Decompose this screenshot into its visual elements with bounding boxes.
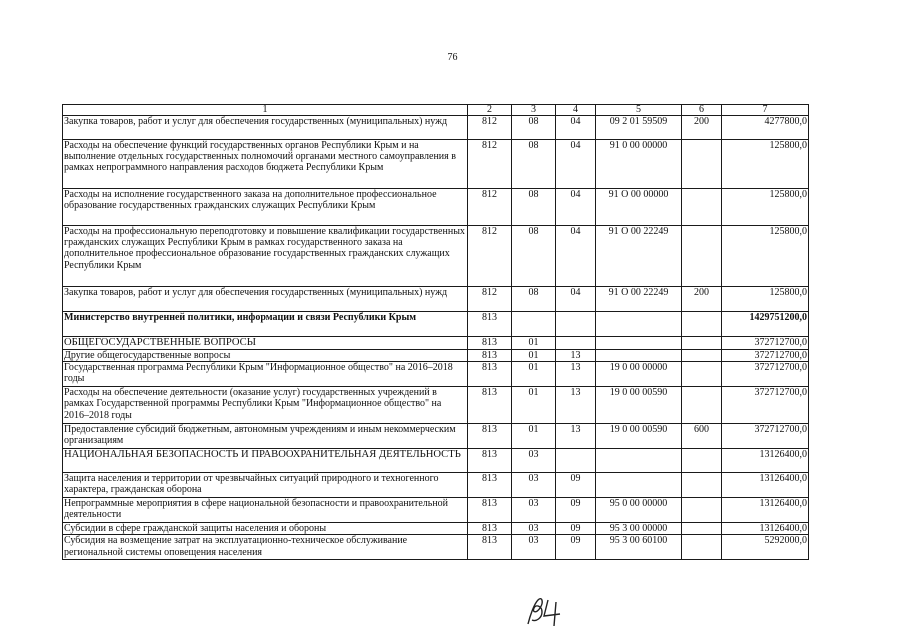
table-row (63, 535, 809, 560)
row-amount: 372712700,0 (722, 350, 809, 362)
row-section-code: 08 (512, 287, 556, 312)
row-amount: 125800,0 (722, 287, 809, 312)
row-section-code: 03 (512, 473, 556, 498)
row-expense-type: 200 (682, 116, 722, 140)
row-description: Субсидии в сфере гражданской защиты населения и обороны (63, 523, 468, 535)
page-number: 76 (447, 52, 458, 63)
row-section-code: 01 (512, 350, 556, 362)
column-header: 6 (682, 105, 722, 116)
row-subsection-code: 13 (556, 362, 596, 387)
row-description: Защита населения и территории от чрезвычайных ситуаций природного и техногенного характера, гражданская оборона (63, 473, 468, 498)
row-description: Закупка товаров, работ и услуг для обеспечения государственных (муниципальных) нужд (63, 287, 468, 312)
row-amount: 13126400,0 (722, 498, 809, 523)
row-description: Расходы на обеспечение деятельности (оказание услуг) государственных учреждений в рамках Государственной программы Республики Крым "Информационное общество" на 2016–2018 годы (63, 387, 468, 424)
row-department-code: 813 (468, 350, 512, 362)
row-description: ОБЩЕГОСУДАРСТВЕННЫЕ ВОПРОСЫ (63, 337, 468, 350)
row-subsection-code: 04 (556, 116, 596, 140)
row-expense-type (682, 226, 722, 287)
row-department-code: 813 (468, 523, 512, 535)
row-description: Расходы на обеспечение функций государственных органов Республики Крым и на выполнение отдельных государственных полномочий органами местного самоуправления в рамках непрограммного направления расходов бюджета Республики Крым (63, 140, 468, 189)
row-section-code: 03 (512, 498, 556, 523)
row-target-code: 95 0 00 00000 (596, 498, 682, 523)
row-target-code: 19 0 00 00590 (596, 424, 682, 449)
table-row (63, 287, 809, 312)
row-department-code: 813 (468, 498, 512, 523)
row-description: Расходы на профессиональную переподготовку и повышение квалификации государственных гражданских служащих Республики Крым в рамках государственного заказа на дополнительное профессиональное образование государственных гражданских служащих Республики Крым (63, 226, 468, 287)
column-header: 5 (596, 105, 682, 116)
row-subsection-code: 09 (556, 523, 596, 535)
table-row (63, 312, 809, 337)
row-description: Другие общегосударственные вопросы (63, 350, 468, 362)
row-amount: 372712700,0 (722, 362, 809, 387)
row-amount: 1429751200,0 (722, 312, 809, 337)
row-section-code: 08 (512, 140, 556, 189)
row-target-code (596, 350, 682, 362)
row-subsection-code (556, 312, 596, 337)
row-amount: 125800,0 (722, 189, 809, 226)
row-amount: 372712700,0 (722, 387, 809, 424)
row-description: Субсидия на возмещение затрат на эксплуатационно-техническое обслуживание региональной системы оповещения населения (63, 535, 468, 560)
row-description: Государственная программа Республики Крым "Информационное общество" на 2016–2018 годы (63, 362, 468, 387)
row-section-code (512, 312, 556, 337)
row-expense-type: 200 (682, 287, 722, 312)
column-header: 3 (512, 105, 556, 116)
row-expense-type (682, 535, 722, 560)
row-department-code: 813 (468, 362, 512, 387)
row-section-code: 01 (512, 362, 556, 387)
row-section-code: 08 (512, 226, 556, 287)
row-department-code: 813 (468, 312, 512, 337)
table-row (63, 116, 809, 140)
row-amount: 372712700,0 (722, 424, 809, 449)
row-subsection-code: 09 (556, 498, 596, 523)
table-row (63, 350, 809, 362)
column-header: 4 (556, 105, 596, 116)
row-section-code: 03 (512, 523, 556, 535)
row-expense-type (682, 387, 722, 424)
row-target-code (596, 312, 682, 337)
table-row (63, 473, 809, 498)
row-department-code: 813 (468, 387, 512, 424)
table-header-row (63, 105, 809, 116)
row-subsection-code: 04 (556, 140, 596, 189)
table-row (63, 226, 809, 287)
row-expense-type (682, 498, 722, 523)
row-description: Предоставление субсидий бюджетным, автономным учреждениям и иным некоммерческим организациям (63, 424, 468, 449)
row-subsection-code: 04 (556, 189, 596, 226)
row-amount: 372712700,0 (722, 337, 809, 350)
row-description: Закупка товаров, работ и услуг для обеспечения государственных (муниципальных) нужд (63, 116, 468, 140)
budget-table (62, 104, 809, 560)
row-subsection-code: 09 (556, 473, 596, 498)
row-target-code: 19 0 00 00590 (596, 387, 682, 424)
row-department-code: 813 (468, 337, 512, 350)
row-department-code: 813 (468, 535, 512, 560)
table-row (63, 523, 809, 535)
table-row (63, 449, 809, 473)
column-header: 2 (468, 105, 512, 116)
row-department-code: 812 (468, 116, 512, 140)
row-target-code: 91 О 00 22249 (596, 287, 682, 312)
row-department-code: 812 (468, 226, 512, 287)
row-target-code (596, 449, 682, 473)
row-section-code: 08 (512, 189, 556, 226)
row-expense-type: 600 (682, 424, 722, 449)
row-subsection-code: 13 (556, 424, 596, 449)
column-header: 7 (722, 105, 809, 116)
row-amount: 125800,0 (722, 226, 809, 287)
table-row (63, 337, 809, 350)
row-target-code: 91 О 00 22249 (596, 226, 682, 287)
row-expense-type (682, 473, 722, 498)
row-target-code: 19 0 00 00000 (596, 362, 682, 387)
row-department-code: 813 (468, 424, 512, 449)
row-expense-type (682, 350, 722, 362)
row-amount: 13126400,0 (722, 523, 809, 535)
row-expense-type (682, 362, 722, 387)
row-amount: 4277800,0 (722, 116, 809, 140)
row-subsection-code: 13 (556, 350, 596, 362)
row-target-code: 95 3 00 60100 (596, 535, 682, 560)
row-section-code: 03 (512, 449, 556, 473)
row-subsection-code: 13 (556, 387, 596, 424)
row-section-code: 01 (512, 337, 556, 350)
row-department-code: 812 (468, 140, 512, 189)
row-expense-type (682, 337, 722, 350)
table-row (63, 140, 809, 189)
row-expense-type (682, 312, 722, 337)
row-subsection-code: 04 (556, 287, 596, 312)
row-subsection-code: 04 (556, 226, 596, 287)
row-description: НАЦИОНАЛЬНАЯ БЕЗОПАСНОСТЬ И ПРАВООХРАНИТЕЛЬНАЯ ДЕЯТЕЛЬНОСТЬ (63, 449, 468, 473)
row-description: Министерство внутренней политики, информации и связи Республики Крым (63, 312, 468, 337)
row-expense-type (682, 523, 722, 535)
row-description: Расходы на исполнение государственного заказа на дополнительное профессиональное образование государственных гражданских служащих Республики Крым (63, 189, 468, 226)
row-amount: 125800,0 (722, 140, 809, 189)
row-expense-type (682, 140, 722, 189)
row-expense-type (682, 189, 722, 226)
row-subsection-code (556, 337, 596, 350)
row-target-code (596, 473, 682, 498)
row-target-code: 09 2 01 59509 (596, 116, 682, 140)
row-amount: 13126400,0 (722, 449, 809, 473)
row-amount: 13126400,0 (722, 473, 809, 498)
row-department-code: 812 (468, 287, 512, 312)
table-row (63, 362, 809, 387)
row-target-code: 91 О 00 00000 (596, 189, 682, 226)
column-header: 1 (63, 105, 468, 116)
row-section-code: 01 (512, 424, 556, 449)
row-amount: 5292000,0 (722, 535, 809, 560)
table-row (63, 424, 809, 449)
row-description: Непрограммные мероприятия в сфере национальной безопасности и правоохранительной деятельности (63, 498, 468, 523)
handwritten-page-mark (520, 594, 580, 628)
row-target-code: 91 0 00 00000 (596, 140, 682, 189)
row-expense-type (682, 449, 722, 473)
row-section-code: 03 (512, 535, 556, 560)
row-department-code: 812 (468, 189, 512, 226)
row-department-code: 813 (468, 449, 512, 473)
table-row (63, 189, 809, 226)
row-subsection-code (556, 449, 596, 473)
table-row (63, 387, 809, 424)
row-target-code (596, 337, 682, 350)
row-target-code: 95 3 00 00000 (596, 523, 682, 535)
row-subsection-code: 09 (556, 535, 596, 560)
row-section-code: 08 (512, 116, 556, 140)
row-department-code: 813 (468, 473, 512, 498)
row-section-code: 01 (512, 387, 556, 424)
table-row (63, 498, 809, 523)
